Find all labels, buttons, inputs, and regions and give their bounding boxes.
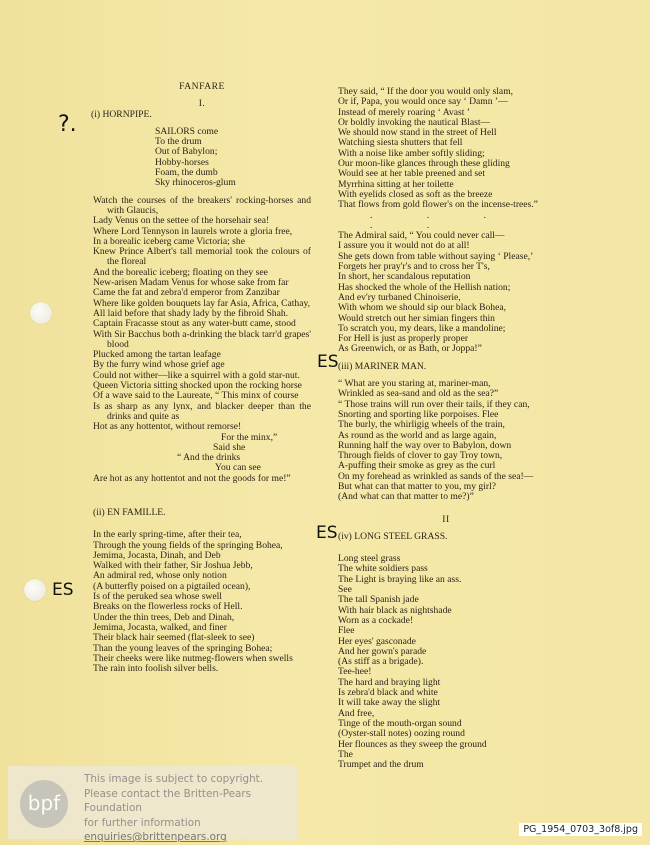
poem-line: The bbox=[338, 748, 353, 760]
poem-line: “ And the drinks bbox=[177, 452, 241, 464]
poem-line: That flows from gold flower's on the incense-trees.” bbox=[338, 199, 538, 211]
poem-line: The tall Spanish jade bbox=[338, 594, 419, 606]
poem-line: And ev'ry turbaned Chinoiserie, bbox=[338, 291, 461, 303]
poem-line: For Hell is just as properly proper bbox=[338, 333, 469, 345]
poem-line: Long steel grass bbox=[338, 553, 401, 565]
poem-line: Said she bbox=[213, 441, 246, 453]
poem-line: Captain Fracasse stout as any water-butt came, stood bbox=[93, 318, 296, 330]
poem-line: With whom we should sip our black Bohea, bbox=[338, 302, 507, 314]
hornpipe-intro bbox=[93, 127, 311, 189]
poem-line: Under the thin trees, Deb and Dinah, bbox=[93, 611, 235, 623]
punch-hole bbox=[24, 579, 46, 601]
poem-line: Forgets her pray'r's and to cross her T's, bbox=[338, 261, 490, 273]
poem-line: Out of Babylon; bbox=[155, 146, 218, 158]
poem-line: Is zebra'd black and white bbox=[338, 687, 438, 699]
poem-line: By the furry wind whose grief age bbox=[93, 359, 225, 371]
poem-line: (A butterfly poised on a pigtailed ocean), bbox=[93, 580, 251, 592]
copyright-text: for further information bbox=[84, 816, 201, 829]
poem-line: Through fields of clover to gay Troy town, bbox=[338, 450, 503, 462]
poem-line: Snorting and sporting like porpoises. Flee bbox=[338, 408, 499, 420]
poem-line: With Sir Bacchus both a-drinking the black tarr'd grapes' blood bbox=[93, 328, 311, 350]
poem-line: Jemima, Jocasta, walked, and finer bbox=[93, 621, 227, 633]
poem-line: (As stiff as a brigade). bbox=[338, 656, 424, 668]
poem-line: An admiral red, whose only notion bbox=[93, 570, 227, 582]
poem-line: I assure you it would not do at all! bbox=[338, 240, 470, 252]
section-heading-long-steel-grass: (iv) LONG STEEL GRASS. bbox=[338, 530, 448, 542]
poem-line: Would see at her table preened and set bbox=[338, 168, 486, 180]
poem-line: Our moon-like glances through these gliding bbox=[338, 158, 510, 170]
poem-line: Or if, Papa, you would once say ‘ Damn ’— bbox=[338, 96, 508, 108]
poem-line: The Admiral said, “ You could never call— bbox=[338, 230, 505, 242]
poem-line: Tee-hee! bbox=[338, 666, 372, 678]
poem-line: The hard and braying light bbox=[338, 676, 441, 688]
poem-line: Tinge of the mouth-organ sound bbox=[338, 717, 462, 729]
poem-line: Trumpet and the drum bbox=[338, 759, 424, 771]
poem-line: The rain into foolish silver bells. bbox=[93, 663, 219, 675]
page-id-label: PG_1954_0703_3of8.jpg bbox=[519, 823, 642, 836]
poem-line: Running half the way over to Babylon, down bbox=[338, 439, 512, 451]
poem-line: Are hot as any hottentot and not the goods for me!” bbox=[93, 472, 291, 484]
poem-line: Flee bbox=[338, 625, 355, 637]
poem-line: Her eyes' gasconade bbox=[338, 635, 416, 647]
poem-line: With eyelids closed as soft as the breeze bbox=[338, 188, 493, 200]
poem-line: Came the fat and zebra'd emperor from Zanzibar bbox=[93, 287, 280, 299]
poem-line: (And what can that matter to me?)” bbox=[338, 491, 474, 503]
poem-line: And her gown's parade bbox=[338, 645, 427, 657]
poem-line: With hair black as nightshade bbox=[338, 604, 452, 616]
poem-line: Walked with their father, Sir Joshua Jebb, bbox=[93, 560, 253, 572]
part-number: I. bbox=[198, 98, 206, 110]
poem-line: Of a wave said to the Laureate, “ This minx of course bbox=[93, 390, 299, 402]
poem-line: SAILORS come bbox=[155, 125, 219, 137]
section-heading-hornpipe: (i) HORNPIPE. bbox=[91, 108, 152, 120]
poem-line: New-arisen Madam Venus for whose sake from far bbox=[93, 277, 289, 289]
poem-line: As round as the world and as large again, bbox=[338, 429, 497, 441]
poem-line: Hobby-horses bbox=[155, 156, 209, 168]
poem-line: “ Those trains will run over their tails, if they can, bbox=[338, 398, 530, 410]
poem-line: All laid before that shady lady by the fibroid Shah. bbox=[93, 307, 289, 319]
poem-line: Is as sharp as any lynx, and blacker deeper than the drinks and quite as bbox=[93, 400, 311, 422]
poem-line: You can see bbox=[215, 462, 261, 474]
mariner-body bbox=[338, 379, 554, 503]
left-column bbox=[93, 82, 311, 674]
poem-line: Where like golden bouquets lay far Asia, Africa, Cathay, bbox=[93, 297, 311, 309]
copyright-text: This image is subject to copyright. bbox=[84, 773, 264, 785]
poem-line: In short, her scandalous reputation bbox=[338, 271, 471, 283]
poem-line: Breaks on the flowerless rocks of Hell. bbox=[93, 601, 243, 613]
poem-line: Wrinkled as sea-sand and old as the sea?” bbox=[338, 388, 499, 400]
poem-line: And the borealic iceberg; floating on they see bbox=[93, 266, 268, 278]
poem-line: The burly, the whirligig wheels of the train, bbox=[338, 419, 505, 431]
poem-line: The Light is braying like an ass. bbox=[338, 573, 462, 585]
poem-line: Her flounces as they sweep the ground bbox=[338, 738, 487, 750]
handwritten-es-mark: ES bbox=[52, 580, 74, 600]
poem-line: Instead of merely roaring ‘ Avast ’ bbox=[338, 106, 470, 118]
poem-line: See bbox=[338, 584, 352, 596]
poem-line: Would stretch out her simian fingers thin bbox=[338, 312, 495, 324]
poem-line: Lady Venus on the settee of the horsehair sea! bbox=[93, 215, 270, 227]
page-title: FANFARE bbox=[179, 81, 225, 92]
poem-line: Could not wither—like a squirrel with a gold star-nut. bbox=[93, 369, 300, 381]
poem-line: She gets down from table without saying ‘ Please,’ bbox=[338, 250, 534, 262]
poem-line: With a noise like amber softly sliding; bbox=[338, 147, 485, 159]
poem-line: The white soldiers pass bbox=[338, 563, 428, 575]
poem-line: For the minx,” bbox=[221, 431, 278, 443]
poem-line: Myrrhina sitting at her toilette bbox=[338, 178, 454, 190]
poem-line: It will take away the slight bbox=[338, 697, 441, 709]
poem-line: Sky rhinoceros-glum bbox=[155, 177, 236, 189]
poem-line: Watch the courses of the breakers' rocking-horses and with Glaucis, bbox=[93, 194, 311, 216]
handwritten-question-mark: ?. bbox=[58, 112, 77, 137]
poem-line: Their black hair seemed (flat-sleek to see) bbox=[93, 632, 255, 644]
poem-line: Than the young leaves of the springing Bohea; bbox=[93, 642, 273, 654]
poem-line: Their cheeks were like nutmeg-flowers when swells bbox=[93, 652, 293, 664]
punch-hole bbox=[30, 302, 52, 324]
poem-line: Plucked among the tartan leafage bbox=[93, 349, 221, 361]
section-divider-dots: . . . . . bbox=[370, 209, 512, 231]
poem-line: Has shocked the whole of the Hellish nation; bbox=[338, 281, 511, 293]
poem-line: In a borealic iceberg came Victoria; she bbox=[93, 235, 245, 247]
section-heading-en-famille: (ii) EN FAMILLE. bbox=[93, 506, 166, 518]
poem-line: “ What are you staring at, mariner-man, bbox=[338, 378, 491, 390]
handwritten-es-mark: ES bbox=[317, 352, 339, 372]
poem-line: To the drum bbox=[155, 136, 202, 148]
long-steel-grass-body bbox=[338, 554, 554, 770]
poem-line: Where Lord Tennyson in laurels wrote a gloria free, bbox=[93, 225, 293, 237]
part-number: II bbox=[442, 513, 450, 525]
poem-line: In the early spring-time, after their tea, bbox=[93, 529, 242, 541]
poem-line: (Oyster-stall notes) oozing round bbox=[338, 728, 465, 740]
en-famille-body bbox=[93, 530, 311, 674]
poem-line: A-puffing their smoke as grey as the curl bbox=[338, 460, 496, 472]
poem-line: To scratch you, my dears, like a mandoline; bbox=[338, 322, 506, 334]
handwritten-es-mark: ES bbox=[316, 523, 338, 543]
poem-line: Jemima, Jocasta, Dinah, and Deb bbox=[93, 549, 221, 561]
admiral-body bbox=[338, 231, 554, 355]
poem-line: Queen Victoria sitting shocked upon the rocking horse bbox=[93, 380, 302, 392]
bpf-logo: bpf bbox=[20, 780, 68, 828]
poem-line: As Greenwich, or as Bath, or Joppa!” bbox=[338, 343, 482, 355]
poem-line: Watching siesta shutters that fell bbox=[338, 137, 463, 149]
right-top-body bbox=[338, 87, 554, 211]
poem-line: But what can that matter to you, my girl? bbox=[338, 480, 496, 492]
poem-line: We should now stand in the street of Hell bbox=[338, 127, 497, 139]
poem-line: Is of the peruked sea whose swell bbox=[93, 591, 222, 603]
hornpipe-body bbox=[93, 196, 311, 433]
poem-line: Or boldly invoking the nautical Blast— bbox=[338, 116, 491, 128]
poem-line: Foam, the dumb bbox=[155, 167, 218, 179]
section-heading-mariner: (iii) MARINER MAN. bbox=[338, 360, 427, 372]
copyright-text: Please contact the Britten-Pears Foundation bbox=[84, 787, 252, 814]
poem-line: Through the young fields of the springing Bohea, bbox=[93, 539, 283, 551]
poem-line: Hot as any hottentot, without remorse! bbox=[93, 421, 242, 433]
poem-line: And free, bbox=[338, 707, 375, 719]
poem-line: On my forehead as wrinkled as sands of the sea!— bbox=[338, 470, 534, 482]
poem-line: They said, “ If the door you would only slam, bbox=[338, 86, 514, 97]
contact-email-link[interactable]: enquiries@brittenpears.org bbox=[84, 831, 227, 843]
copyright-notice bbox=[8, 766, 297, 843]
poem-line: Worn as a cockade! bbox=[338, 614, 414, 626]
poem-line: Knew Prince Albert's tall memorial took the colours of the floreal bbox=[93, 246, 311, 268]
right-column bbox=[338, 87, 554, 770]
